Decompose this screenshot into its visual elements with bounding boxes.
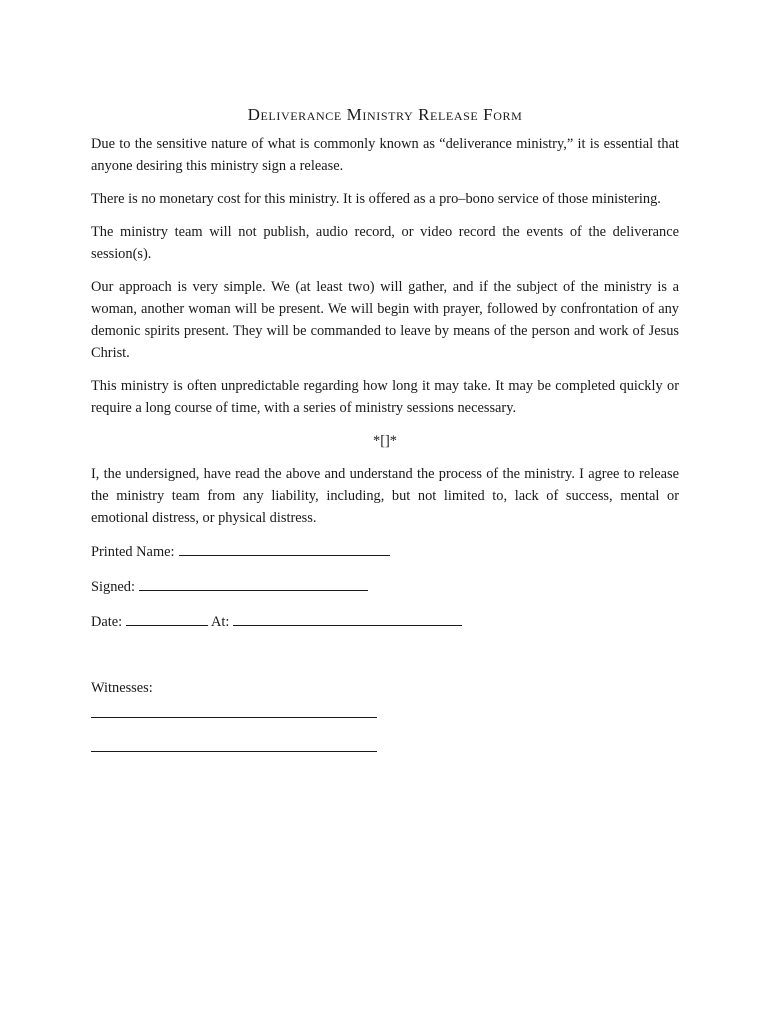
document-title: Deliverance Ministry Release Form: [247, 105, 523, 124]
cost-paragraph: There is no monetary cost for this ministry. It is offered as a pro–bono service of those ministering.: [91, 191, 661, 207]
date-blank[interactable]: [126, 610, 208, 626]
signature-blank[interactable]: [139, 575, 368, 591]
signed-row: [91, 575, 679, 598]
date-label: Date:: [91, 614, 123, 630]
signed-label: Signed:: [91, 579, 135, 595]
printed-name-row: [91, 540, 679, 563]
witness-signature-line-1[interactable]: [91, 716, 377, 718]
at-label: At:: [210, 614, 230, 630]
section-separator: *[]*: [373, 433, 397, 449]
recording-paragraph: The ministry team will not publish, audio record, or video record the events of the deliverance session(s).: [91, 224, 679, 262]
agreement-paragraph: I, the undersigned, have read the above and understand the process of the ministry. I agree to release the ministry team from any liability, including, but not limited to, lack of success, mental or emotional distress, or physical distress.: [91, 466, 679, 526]
intro-paragraph: Due to the sensitive nature of what is commonly known as “deliverance ministry,” it is essential that anyone desiring this ministry sign a release.: [91, 136, 679, 174]
witnesses-label: Witnesses:: [91, 680, 153, 696]
approach-paragraph: Our approach is very simple. We (at least two) will gather, and if the subject of the ministry is a woman, another woman will be present. We will begin with prayer, followed by confrontation of any demonic spirits present. They will be commanded to leave by means of the person and work of Jesus Christ.: [91, 279, 679, 361]
location-blank[interactable]: [233, 610, 462, 626]
duration-paragraph: This ministry is often unpredictable regarding how long it may take. It may be completed quickly or require a long course of time, with a series of ministry sessions necessary.: [91, 378, 679, 416]
printed-name-label: Printed Name:: [91, 544, 175, 560]
witness-signature-line-2[interactable]: [91, 750, 377, 752]
printed-name-blank[interactable]: [179, 540, 390, 556]
date-row: [91, 610, 679, 633]
release-form-page: [91, 104, 679, 752]
